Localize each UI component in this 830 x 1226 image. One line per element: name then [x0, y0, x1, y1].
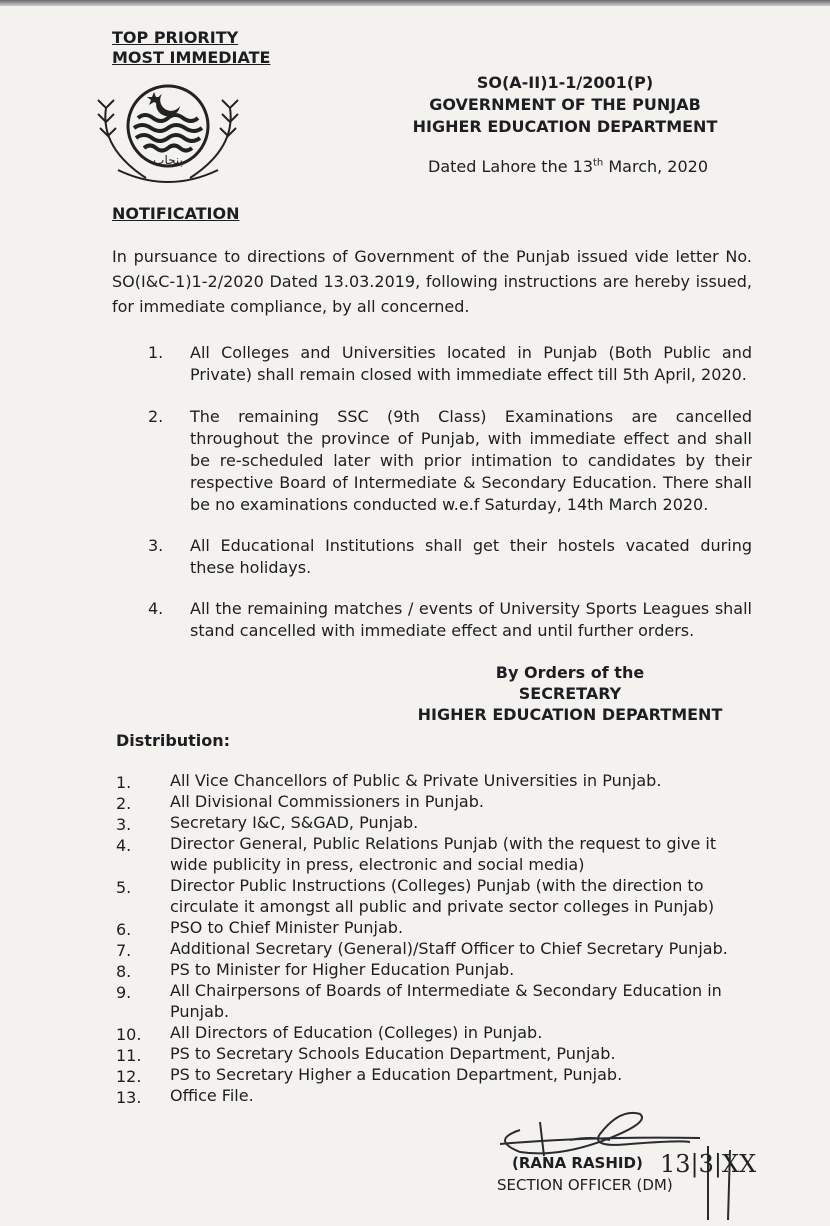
list-item [116, 1043, 756, 1064]
item-text: All Chairpersons of Boards of Intermediate & Secondary Education in Punjab. [170, 981, 722, 1021]
orders-line-3: HIGHER EDUCATION DEPARTMENT [417, 705, 723, 724]
paragraph-2 [148, 406, 752, 516]
item-text: Secretary I&C, S&GAD, Punjab. [170, 813, 419, 832]
list-item [116, 938, 756, 959]
distribution-title: Distribution: [116, 731, 231, 750]
priority-block [112, 28, 270, 68]
item-text: Director General, Public Relations Punjab (with the request to give it wide publicity in press, electronic and social media) [170, 834, 717, 874]
item-number: 4. [116, 836, 132, 855]
handwritten-date: 13|3|XX [660, 1150, 757, 1178]
intro-paragraph: In pursuance to directions of Government of the Punjab issued vide letter No. SO(I&C-1)1-2/2020 Dated 13.03.2019, following instructions are hereby issued, for immediate compliance, by all concerned. [112, 247, 752, 316]
list-item [116, 833, 756, 875]
paragraph-text: The remaining SSC (9th Class) Examinations are cancelled throughout the province of Punjab, with immediate effect and shall be re-scheduled later with prior intimation to candidates by their respective Board of Intermediate & Secondary Education. There shall be no examinations conducted w.e.f Saturday, 14th March 2020. [190, 407, 752, 514]
item-text: All Directors of Education (Colleges) in Punjab. [170, 1023, 543, 1042]
header-block [380, 72, 750, 138]
list-item [116, 1064, 756, 1085]
paragraph-1 [148, 342, 752, 386]
item-number: 9. [116, 983, 132, 1002]
government-name: GOVERNMENT OF THE PUNJAB [429, 95, 701, 114]
item-number: 6. [116, 920, 132, 939]
paragraph-number: 3. [148, 536, 164, 555]
priority-line-2: MOST IMMEDIATE [112, 48, 271, 67]
paragraph-4 [148, 598, 752, 642]
date-prefix: Dated Lahore the 13 [428, 157, 593, 176]
item-text: Additional Secretary (General)/Staff Officer to Chief Secretary Punjab. [170, 939, 728, 958]
paragraph-3 [148, 535, 752, 579]
list-item [116, 812, 756, 833]
priority-line-1: TOP PRIORITY [112, 28, 239, 47]
item-text: All Divisional Commissioners in Punjab. [170, 792, 484, 811]
list-item [116, 959, 756, 980]
paragraph-number: 2. [148, 407, 164, 426]
item-text: Director Public Instructions (Colleges) Punjab (with the direction to circulate it amongst all public and private sector colleges in Punjab) [170, 876, 715, 916]
item-text: PS to Secretary Higher a Education Department, Punjab. [170, 1065, 623, 1084]
item-text: PS to Minister for Higher Education Punjab. [170, 960, 515, 979]
paragraph-text: All Educational Institutions shall get their hostels vacated during these holidays. [190, 536, 752, 577]
paragraph-text: All Colleges and Universities located in Punjab (Both Public and Private) shall remain closed with immediate effect till 5th April, 2020. [190, 343, 752, 384]
item-text: PS to Secretary Schools Education Department, Punjab. [170, 1044, 616, 1063]
item-number: 3. [116, 815, 132, 834]
item-number: 7. [116, 941, 132, 960]
item-text: PSO to Chief Minister Punjab. [170, 918, 404, 937]
paragraph-number: 4. [148, 599, 164, 618]
paragraph-number: 1. [148, 343, 164, 362]
list-item [116, 1022, 756, 1043]
signatory-title: SECTION OFFICER (DM) [497, 1176, 673, 1194]
notification-title: NOTIFICATION [112, 204, 240, 223]
list-item [116, 917, 756, 938]
item-number: 13. [116, 1088, 142, 1107]
item-number: 5. [116, 878, 132, 897]
item-number: 2. [116, 794, 132, 813]
list-item [116, 875, 756, 917]
date-line [428, 157, 708, 176]
list-item [116, 791, 756, 812]
seal-script: پنجاب [153, 153, 183, 167]
item-number: 11. [116, 1046, 142, 1065]
item-text: Office File. [170, 1086, 254, 1105]
scan-edge [0, 0, 830, 6]
item-number: 1. [116, 773, 132, 792]
orders-line-2: SECRETARY [518, 684, 622, 703]
distribution-list [116, 770, 756, 1106]
signatory-name: (RANA RASHID) [512, 1154, 643, 1172]
reference-number: SO(A-II)1-1/2001(P) [476, 73, 654, 92]
department-name: HIGHER EDUCATION DEPARTMENT [412, 117, 718, 136]
item-number: 12. [116, 1067, 142, 1086]
date-suffix: March, 2020 [603, 157, 709, 176]
item-text: All Vice Chancellors of Public & Private Universities in Punjab. [170, 771, 662, 790]
orders-block [400, 662, 740, 725]
date-sup: th [593, 157, 604, 169]
orders-line-1: By Orders of the [495, 663, 645, 682]
paragraph-text: All the remaining matches / events of University Sports Leagues shall stand cancelled with immediate effect and until further orders. [190, 599, 752, 640]
government-seal-icon [88, 78, 248, 198]
item-number: 8. [116, 962, 132, 981]
list-item [116, 980, 756, 1022]
item-number: 10. [116, 1025, 142, 1044]
list-item [116, 770, 756, 791]
